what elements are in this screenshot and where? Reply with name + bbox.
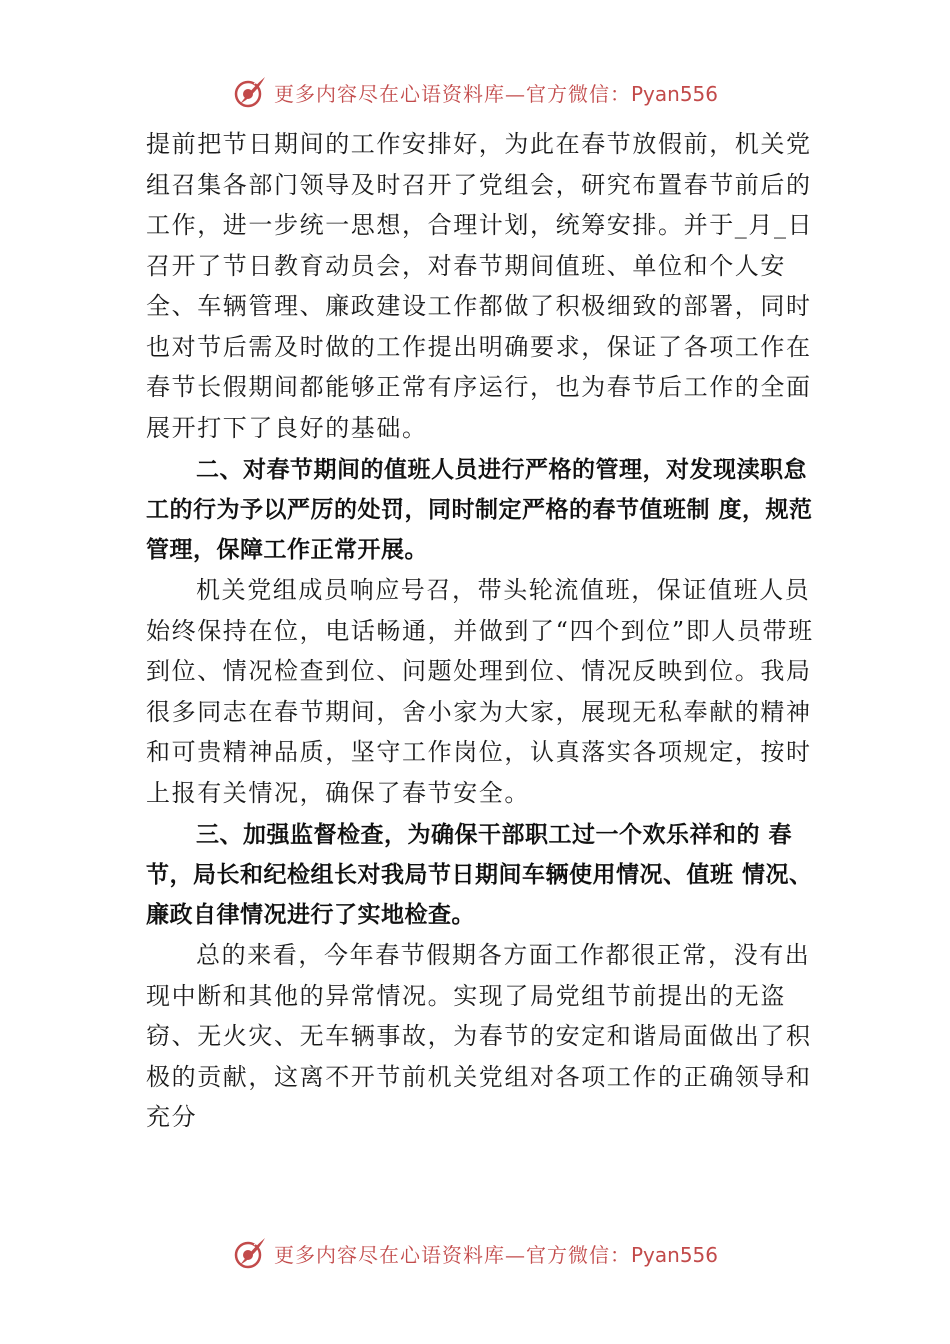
watermark-wechat-id: Pyan556 — [630, 81, 718, 106]
footer-watermark — [0, 1233, 950, 1273]
paragraph-3: 总的来看，今年春节假期各方面工作都很正常，没有出现中断和其他的异常情况。实现了局党组节前提出的无盗窃、无火灾、无车辆事故，为春节的安定和谐局面做出了积极的贡献，这离不开节前机关党组对各项工作的正确领导和充分 — [146, 941, 812, 1131]
quill-logo-icon — [232, 1235, 268, 1271]
watermark-wechat-id: Pyan556 — [630, 1242, 718, 1267]
section-heading-2: 二、对春节期间的值班人员进行严格的管理，对发现渎职怠工的行为予以严厉的处罚，同时制定严格的春节值班制 度，规范管理，保障工作正常开展。 — [146, 457, 813, 563]
section-heading-3: 三、加强监督检查，为确保干部职工过一个欢乐祥和的 春节，局长和纪检组长对我局节日期间车辆使用情况、值班 情况、廉政自律情况进行了实地检查。 — [146, 822, 813, 928]
paragraph-2: 机关党组成员响应号召，带头轮流值班，保证值班人员始终保持在位，电话畅通，并做到了“四个到位”即人员带班到位、情况检查到位、问题处理到位、情况反映到位。我局很多同志在春节期间，舍小家为大家，展现无私奉献的精神和可贵精神品质，坚守工作岗位，认真落实各项规定，按时上报有关情况，确保了春节安全。 — [146, 576, 814, 807]
document-body — [146, 124, 818, 1138]
header-watermark — [0, 72, 950, 112]
paragraph-1: 提前把节日期间的工作安排好，为此在春节放假前，机关党组召集各部门领导及时召开了党组会，研究布置春节前后的工作，进一步统一思想，合理计划，统筹安排。并于_月_日召开了节日教育动员会，对春节期间值班、单位和个人安全、车辆管理、廉政建设工作都做了积极细致的部署，同时也对节后需及时做的工作提出明确要求，保证了各项工作在春节长假期间都能够正常有序运行，也为春节后工作的全面展开打下了良好的基础。 — [146, 130, 814, 442]
watermark-text: 更多内容尽在心语资料库—官方微信： — [273, 81, 631, 106]
watermark-text: 更多内容尽在心语资料库—官方微信： — [273, 1242, 631, 1267]
quill-logo-icon — [232, 74, 268, 110]
